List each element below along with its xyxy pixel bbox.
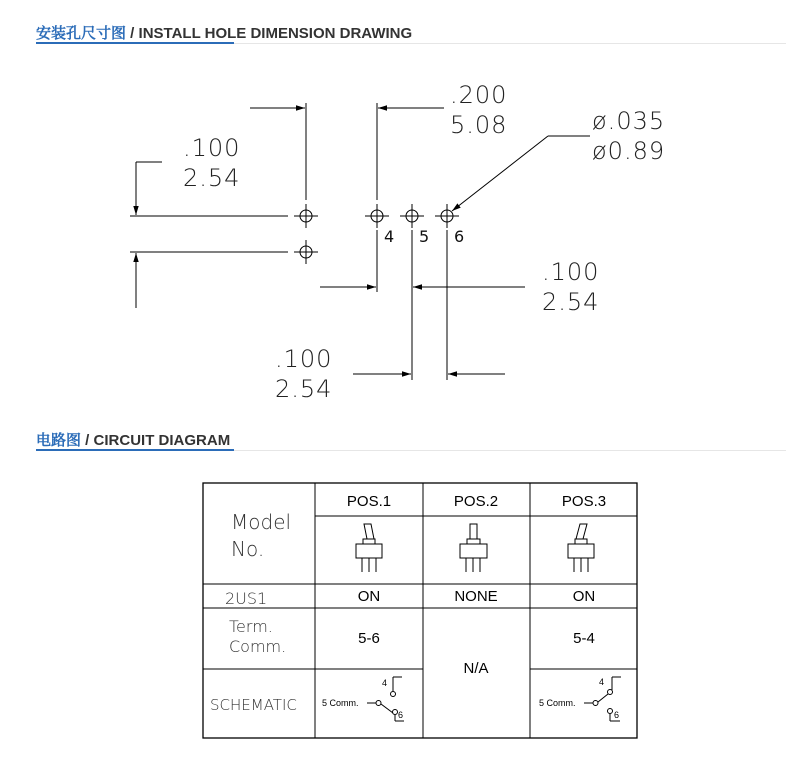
dim-left-inch: .100 <box>183 134 241 162</box>
circuit-title-cn: 电路图 <box>36 432 82 449</box>
schematic-pos3 <box>539 677 621 721</box>
dimension-top-lines <box>250 103 444 200</box>
pos3-header: POS.3 <box>561 493 607 510</box>
install-title-cn: 安装孔尺寸图 <box>36 25 127 42</box>
schematic-pos1-pin4: 4 <box>382 678 388 688</box>
schematic-pos1-pin6: 6 <box>398 710 404 720</box>
schematic-pos3-pin4: 4 <box>599 677 605 687</box>
dim-left-mm: 2.54 <box>183 164 241 192</box>
hole-pin-6 <box>435 204 459 228</box>
model-label-line2: No. <box>231 537 265 561</box>
hole-pin-5 <box>400 204 424 228</box>
pos2-term: N/A <box>463 660 489 677</box>
diameter-leader <box>452 136 590 211</box>
model-label-line1: Model <box>231 510 292 534</box>
pos3-term: 5-4 <box>573 630 595 647</box>
model-name: 2US1 <box>225 589 268 608</box>
pin-label-6: 6 <box>454 227 465 246</box>
toggle-switch-icon-pos2 <box>460 524 487 572</box>
dim-right-mm: 2.54 <box>542 288 600 316</box>
pos3-state: ON <box>572 588 596 605</box>
dimension-right-lines <box>320 230 525 380</box>
schematic-pos1 <box>322 677 404 721</box>
schematic-label: SCHEMATIC <box>210 696 297 714</box>
schematic-pos3-pin6: 6 <box>614 710 620 720</box>
pos1-header: POS.1 <box>346 493 392 510</box>
dim-bottom-mm: 2.54 <box>275 375 333 403</box>
term-label-line2: Comm. <box>229 637 287 656</box>
dim-top-inch: .200 <box>450 81 508 109</box>
circuit-title-en: CIRCUIT DIAGRAM <box>93 432 231 449</box>
pin-label-5: 5 <box>419 227 430 246</box>
install-title-en: INSTALL HOLE DIMENSION DRAWING <box>138 25 413 42</box>
pos2-state: NONE <box>454 588 498 605</box>
toggle-switch-icon-pos3 <box>568 524 594 572</box>
dim-diameter-mm: ø0.89 <box>592 137 666 165</box>
pin-label-4: 4 <box>384 227 395 246</box>
dim-right-inch: .100 <box>542 258 600 286</box>
schematic-pos1-common: 5 Comm. <box>322 698 359 708</box>
circuit-title-separator: / <box>81 432 94 449</box>
toggle-switch-icon-pos1 <box>356 524 382 572</box>
pos1-state: ON <box>357 588 381 605</box>
schematic-pos3-common: 5 Comm. <box>539 698 576 708</box>
hole-lower-left <box>294 240 318 264</box>
hole-upper-left <box>294 204 318 228</box>
pos1-term: 5-6 <box>358 630 380 647</box>
pos2-header: POS.2 <box>453 493 499 510</box>
install-title-separator: / <box>126 25 139 42</box>
term-label-line1: Term. <box>229 617 273 636</box>
dim-top-mm: 5.08 <box>450 111 508 139</box>
hole-pin-4 <box>365 204 389 228</box>
dim-bottom-inch: .100 <box>275 345 333 373</box>
dim-diameter-inch: ø.035 <box>592 107 666 135</box>
